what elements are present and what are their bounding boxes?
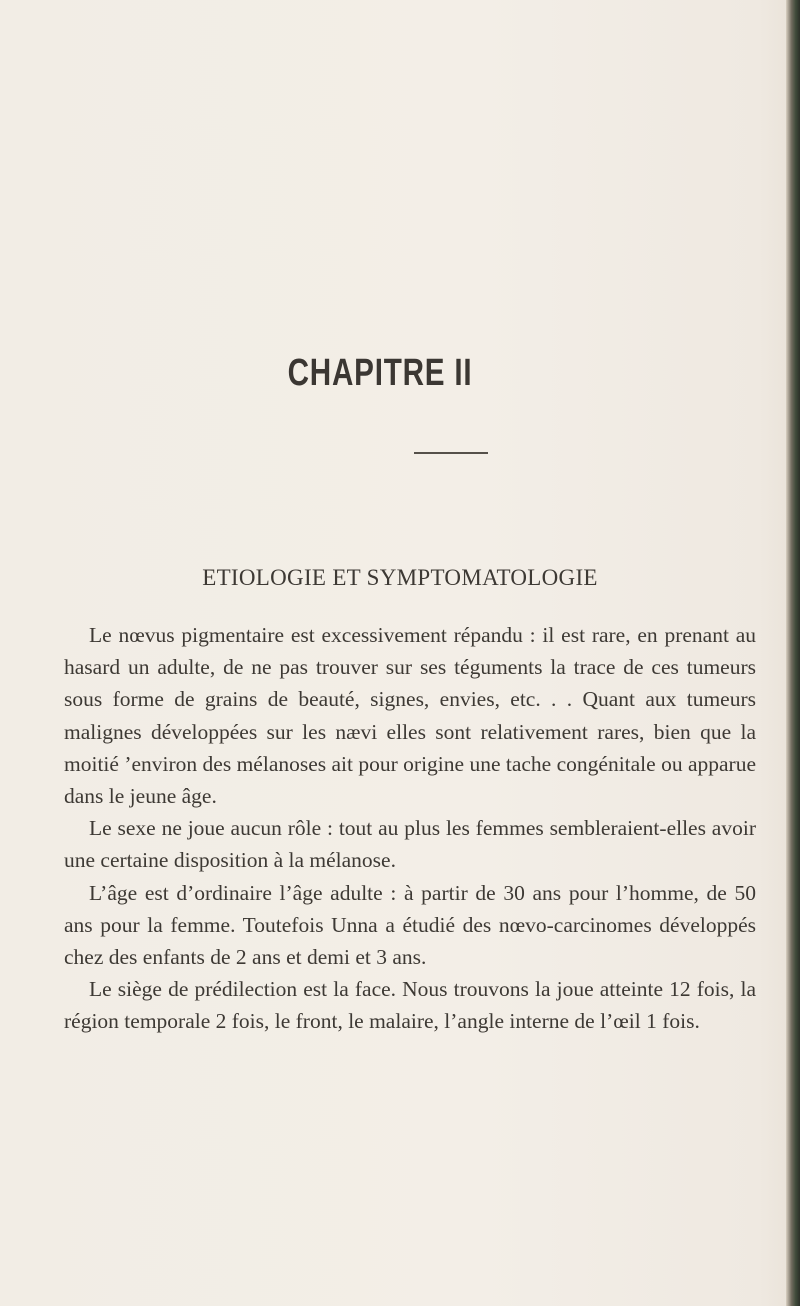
title-divider <box>414 452 488 454</box>
page-edge-shadow <box>786 0 800 1306</box>
paragraph: Le sexe ne joue aucun rôle : tout au plus les femmes sembleraient-elles avoir une certaine disposition à la mélanose. <box>64 816 756 873</box>
chapter-title: CHAPITRE II <box>287 352 473 394</box>
paragraph: Le siège de prédilection est la face. Nous trouvons la joue atteinte 12 fois, la région temporale 2 fois, le front, le malaire, l’angle interne de l’œil 1 fois. <box>64 977 756 1034</box>
paragraph: Le nœvus pigmentaire est excessivement répandu : il est rare, en prenant au hasard un adulte, de ne pas trouver sur ses téguments la trace de ces tumeurs sous forme de grains de beauté, signes, envies, etc. . . Quant aux tumeurs malignes développées sur les nævi elles sont relativement rares, bien que la moitié ’environ des mélanoses ait pour origine une tache congénitale ou apparue dans le jeune âge. <box>64 623 756 809</box>
paragraph: L’âge est d’ordinaire l’âge adulte : à partir de 30 ans pour l’homme, de 50 ans pour la femme. Toutefois Unna a étudié des nœvo-carcinomes développés chez des enfants de 2 ans et demi et 3 ans. <box>64 880 756 970</box>
body-text <box>64 619 756 1038</box>
section-title: ETIOLOGIE ET SYMPTOMATOLOGIE <box>202 565 598 590</box>
